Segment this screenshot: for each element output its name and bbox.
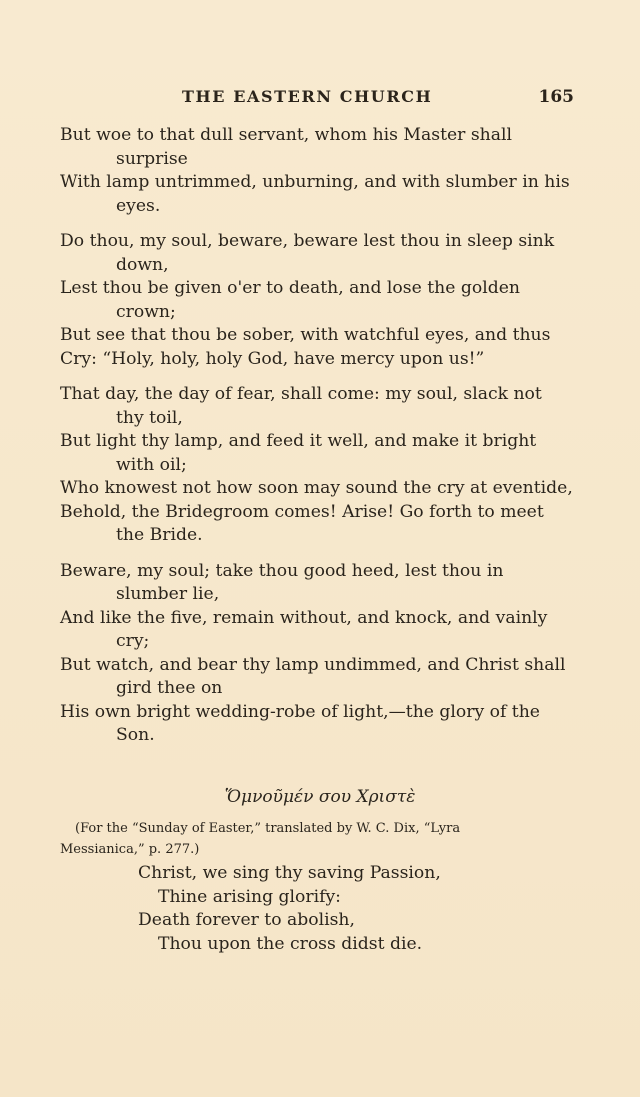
hymn-stanza [138,862,558,956]
stanza [60,383,574,548]
hymn-line: Thou upon the cross didst die. [158,933,423,954]
verse-line: But see that thou be sober, with watchful eyes, and thus [60,325,551,345]
verse-line: Who knowest not how soon may sound the cry at eventide, [60,478,573,498]
hymn-greek-title: Ὅμνοῦμέν σου Χριστὲ [224,787,416,807]
verse-line: But light thy lamp, and feed it well, and make it bright with oil; [60,431,537,475]
source-note-line: (For the “Sunday of Easter,” translated by W. C. Dix, “Lyra [75,821,461,836]
source-note [60,818,574,860]
page-number: 165 [538,87,574,107]
stanza [60,560,574,748]
running-header [60,87,574,111]
verse-line: With lamp untrimmed, unburning, and with slumber in his eyes. [60,172,570,216]
stanza [60,230,574,371]
poem-body [60,124,574,760]
source-note-line: Messianica,” p. 277.) [60,842,200,857]
verse-line: That day, the day of fear, shall come: my soul, slack not thy toil, [60,384,542,428]
verse-line: Behold, the Bridegroom comes! Arise! Go forth to meet the Bride. [60,501,544,545]
hymn-line: Death forever to abolish, [138,910,355,930]
stanza [60,124,574,218]
verse-line: Do thou, my soul, beware, beware lest thou in sleep sink down, [60,231,555,275]
verse-line: Beware, my soul; take thou good heed, lest thou in slumber lie, [60,560,504,604]
verse-line: His own bright wedding-robe of light,—the glory of the Son. [60,701,540,745]
running-title: THE EASTERN CHURCH [182,87,433,106]
hymn-line: Thine arising glorify: [158,886,341,907]
verse-line: Cry: “Holy, holy, holy God, have mercy upon us!” [60,348,485,369]
verse-line: But watch, and bear thy lamp undimmed, and Christ shall gird thee on [60,654,566,698]
hymn-line: Christ, we sing thy saving Passion, [138,863,441,883]
verse-line: But woe to that dull servant, whom his Master shall surprise [60,125,512,169]
verse-line: And like the five, remain without, and knock, and vainly cry; [60,607,548,651]
verse-line: Lest thou be given o'er to death, and lose the golden crown; [60,278,520,322]
